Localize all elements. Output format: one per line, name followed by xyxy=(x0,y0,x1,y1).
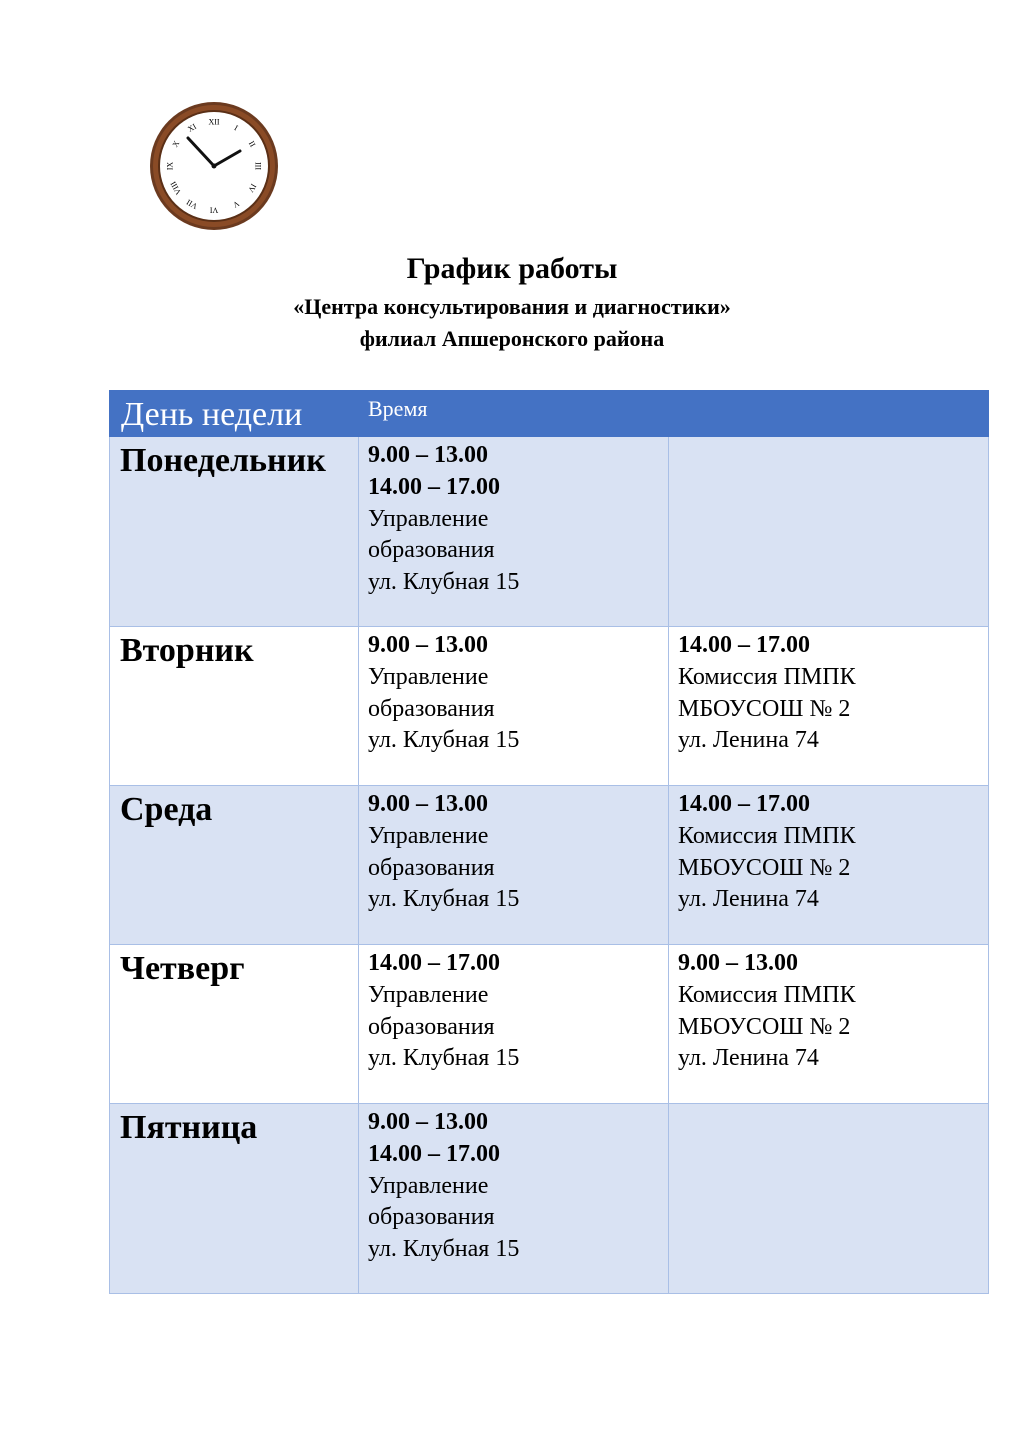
time-cell-primary xyxy=(359,437,669,627)
location-line: ул. Ленина 74 xyxy=(678,727,819,754)
location-line: образования xyxy=(368,1013,495,1040)
table-row xyxy=(110,945,989,1104)
location-line: ул. Клубная 15 xyxy=(368,886,520,913)
location-line: Управление xyxy=(368,663,489,690)
time-cell-primary xyxy=(359,945,669,1104)
location-line: МБОУСОШ № 2 xyxy=(678,1013,851,1040)
clock-numeral: IX xyxy=(165,161,175,171)
time-cell-primary xyxy=(359,627,669,786)
table-row xyxy=(110,786,989,945)
page-subtitle-branch: филиал Апшеронского района xyxy=(359,326,665,351)
clock-numeral: IV xyxy=(246,182,259,194)
clock-numeral: VI xyxy=(209,205,219,215)
location-line: ул. Клубная 15 xyxy=(368,569,520,596)
day-cell: Среда xyxy=(110,786,359,945)
location-line: Управление xyxy=(368,505,489,532)
clock-numeral: X xyxy=(170,139,182,149)
time-cell-primary xyxy=(359,1104,669,1294)
clock-numeral: V xyxy=(231,198,241,210)
location-line: ул. Ленина 74 xyxy=(678,886,819,913)
location-line: Комиссия ПМПК xyxy=(678,981,856,1008)
location-line: образования xyxy=(368,854,495,881)
table-row xyxy=(110,437,989,627)
location-line: ул. Клубная 15 xyxy=(368,727,520,754)
location-line: МБОУСОШ № 2 xyxy=(678,854,851,881)
location-line: ул. Клубная 15 xyxy=(368,1236,520,1263)
day-cell: Понедельник xyxy=(110,437,359,627)
location-line: Комиссия ПМПК xyxy=(678,822,856,849)
clock-numeral: II xyxy=(246,139,258,149)
location-line: Управление xyxy=(368,1172,489,1199)
time-range: 14.00 – 17.00 xyxy=(368,1140,500,1167)
time-range: 9.00 – 13.00 xyxy=(678,950,798,976)
time-range: 14.00 – 17.00 xyxy=(368,950,500,976)
schedule-table xyxy=(109,390,989,1294)
clock-numeral: VIII xyxy=(168,179,184,197)
clock-numeral: III xyxy=(253,162,263,170)
page-subtitle-organization: «Центра консультирования и диагностики» xyxy=(293,294,731,319)
location-line: МБОУСОШ № 2 xyxy=(678,695,851,722)
time-range: 9.00 – 13.00 xyxy=(368,1109,488,1135)
time-range: 9.00 – 13.00 xyxy=(368,442,488,468)
time-range: 14.00 – 17.00 xyxy=(678,632,810,658)
day-cell: Пятница xyxy=(110,1104,359,1294)
table-row xyxy=(110,1104,989,1294)
location-line: образования xyxy=(368,1204,495,1231)
time-cell-secondary xyxy=(669,627,989,786)
location-line: ул. Ленина 74 xyxy=(678,1045,819,1072)
location-line: Управление xyxy=(368,822,489,849)
time-cell-primary xyxy=(359,786,669,945)
location-line: Комиссия ПМПК xyxy=(678,663,856,690)
clock-numeral: I xyxy=(232,123,240,133)
location-line: Управление xyxy=(368,981,489,1008)
column-header-time: Время xyxy=(359,391,989,437)
location-line: образования xyxy=(368,695,495,722)
day-cell: Четверг xyxy=(110,945,359,1104)
time-range: 9.00 – 13.00 xyxy=(368,632,488,658)
location-line: образования xyxy=(368,537,495,564)
table-row xyxy=(110,627,989,786)
time-cell-secondary xyxy=(669,945,989,1104)
time-cell-secondary xyxy=(669,786,989,945)
time-range: 14.00 – 17.00 xyxy=(368,473,500,500)
day-cell: Вторник xyxy=(110,627,359,786)
column-header-day: День недели xyxy=(110,391,359,437)
time-cell-secondary xyxy=(669,437,989,627)
page-title: График работы xyxy=(406,252,618,285)
clock-numeral: VII xyxy=(184,197,200,211)
roman-wall-clock-icon xyxy=(146,98,282,234)
clock-numeral: XI xyxy=(186,121,198,134)
time-range: 14.00 – 17.00 xyxy=(678,791,810,817)
time-range: 9.00 – 13.00 xyxy=(368,791,488,817)
clock-numeral: XII xyxy=(208,117,220,127)
table-header-row xyxy=(110,391,989,437)
time-cell-secondary xyxy=(669,1104,989,1294)
location-line: ул. Клубная 15 xyxy=(368,1045,520,1072)
